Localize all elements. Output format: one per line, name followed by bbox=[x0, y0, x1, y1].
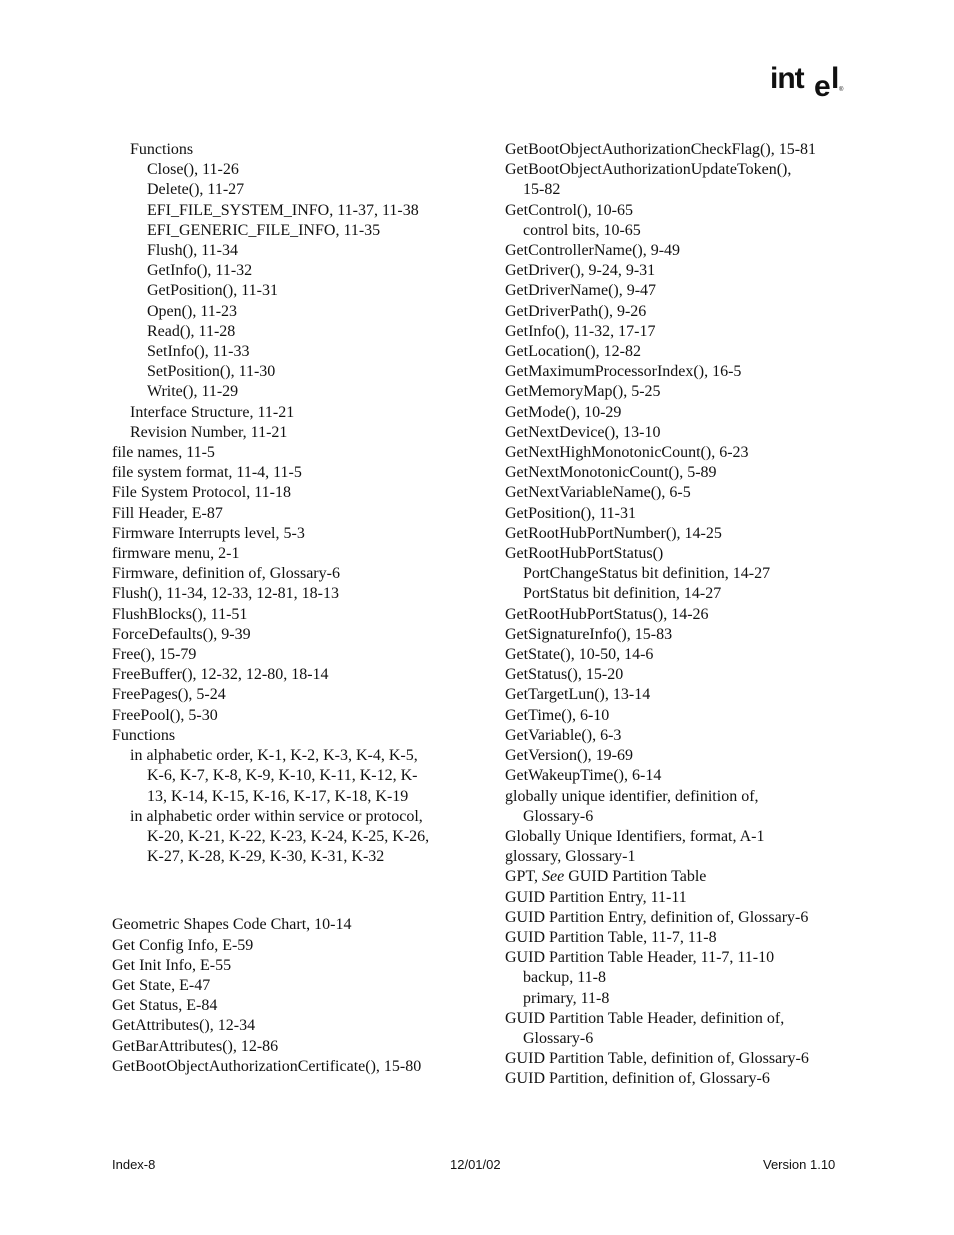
index-entry: Functions bbox=[112, 726, 176, 744]
index-entry: GUID Partition Entry, definition of, Glossary-6 bbox=[505, 908, 809, 926]
index-entry: GetNextDevice(), 13-10 bbox=[505, 423, 661, 441]
index-entry: Get Status, E-84 bbox=[112, 997, 218, 1015]
index-entry: GetNextMonotonicCount(), 5-89 bbox=[505, 464, 717, 482]
index-entry-text: GPT, bbox=[505, 868, 543, 886]
index-entry: GetBootObjectAuthorizationCertificate(), 15-80 bbox=[112, 1057, 422, 1075]
index-entry: FlushBlocks(), 11-51 bbox=[112, 605, 248, 623]
index-entry: GetBarAttributes(), 12-86 bbox=[112, 1037, 279, 1055]
index-entry: GetDriverName(), 9-47 bbox=[505, 282, 657, 300]
index-entry: GetVariable(), 6-3 bbox=[505, 726, 622, 744]
index-entry: GetTargetLun(), 13-14 bbox=[505, 686, 651, 704]
index-entry: GetMemoryMap(), 5-25 bbox=[505, 383, 661, 401]
index-entry: GetState(), 10-50, 14-6 bbox=[505, 646, 654, 664]
index-entry: Geometric Shapes Code Chart, 10-14 bbox=[112, 916, 352, 934]
section-gap bbox=[112, 867, 462, 915]
index-entry: EFI_GENERIC_FILE_INFO, 11-35 bbox=[147, 221, 381, 239]
index-entry: Glossary-6 bbox=[523, 1029, 594, 1047]
index-entry: Delete(), 11-27 bbox=[147, 181, 245, 199]
index-entry: GetInfo(), 11-32, 17-17 bbox=[505, 322, 656, 340]
index-entry: ForceDefaults(), 9-39 bbox=[112, 625, 251, 643]
index-entry: GetRootHubPortStatus() bbox=[505, 545, 664, 563]
index-entry: Globally Unique Identifiers, format, A-1 bbox=[505, 827, 765, 845]
index-entry: Get State, E-47 bbox=[112, 976, 211, 994]
index-entry: file names, 11-5 bbox=[112, 444, 215, 462]
index-entry: Read(), 11-28 bbox=[147, 322, 236, 340]
intel-logo bbox=[770, 58, 846, 102]
index-entry: Functions bbox=[130, 141, 194, 158]
index-entry: 15-82 bbox=[523, 181, 561, 199]
index-entry: GetLocation(), 12-82 bbox=[505, 343, 641, 361]
index-entry: GUID Partition Table Header, definition of, bbox=[505, 1009, 785, 1027]
index-entry: Glossary-6 bbox=[523, 807, 594, 825]
index-entry: GetBootObjectAuthorizationUpdateToken(), bbox=[505, 161, 792, 179]
index-entry: Firmware, definition of, Glossary-6 bbox=[112, 565, 340, 583]
index-entry: glossary, Glossary-1 bbox=[505, 848, 636, 866]
index-entry: GetRootHubPortStatus(), 14-26 bbox=[505, 605, 709, 623]
index-entry: GetDriverPath(), 9-26 bbox=[505, 302, 647, 320]
index-entry: GUID Partition Entry, 11-11 bbox=[505, 888, 687, 906]
index-entry: K-20, K-21, K-22, K-23, K-24, K-25, K-26, bbox=[147, 827, 430, 845]
index-entry: K-27, K-28, K-29, K-30, K-31, K-32 bbox=[147, 848, 385, 866]
index-entry: Open(), 11-23 bbox=[147, 302, 238, 320]
registered-mark: ® bbox=[839, 87, 844, 93]
index-column-left bbox=[112, 140, 462, 1077]
index-entry: GUID Partition Table Header, 11-7, 11-10 bbox=[505, 949, 775, 967]
index-entry: in alphabetic order, K-1, K-2, K-3, K-4, K-5, bbox=[130, 747, 418, 765]
intel-logo-e: e bbox=[814, 70, 831, 102]
index-entry: SetInfo(), 11-33 bbox=[147, 343, 250, 361]
index-entry: SetPosition(), 11-30 bbox=[147, 363, 276, 381]
index-entry: EFI_FILE_SYSTEM_INFO, 11-37, 11-38 bbox=[147, 201, 419, 219]
index-entry: FreeBuffer(), 12-32, 12-80, 18-14 bbox=[112, 666, 329, 684]
index-entry: GetTime(), 6-10 bbox=[505, 706, 610, 724]
index-entry: GUID Partition Table, 11-7, 11-8 bbox=[505, 928, 717, 946]
index-entry: Get Config Info, E-59 bbox=[112, 936, 254, 954]
index-entry: GetInfo(), 11-32 bbox=[147, 262, 253, 280]
intel-logo-l: l bbox=[831, 62, 840, 95]
index-entry: PortChangeStatus bit definition, 14-27 bbox=[523, 565, 771, 583]
index-entry: file system format, 11-4, 11-5 bbox=[112, 464, 302, 482]
index-entry: GUID Partition, definition of, Glossary-6 bbox=[505, 1070, 770, 1088]
index-entry: GetMode(), 10-29 bbox=[505, 403, 622, 421]
index-entry: GetSignatureInfo(), 15-83 bbox=[505, 625, 673, 643]
index-entry: GetMaximumProcessorIndex(), 16-5 bbox=[505, 363, 742, 381]
index-entry: PortStatus bit definition, 14-27 bbox=[523, 585, 722, 603]
index-entry: GetRootHubPortNumber(), 14-25 bbox=[505, 524, 722, 542]
index-column-right bbox=[505, 140, 850, 1090]
index-entry: K-6, K-7, K-8, K-9, K-10, K-11, K-12, K- bbox=[147, 767, 418, 785]
index-entry: globally unique identifier, definition of, bbox=[505, 787, 759, 805]
index-entry: GetPosition(), 11-31 bbox=[505, 504, 636, 522]
index-entry: GetWakeupTime(), 6-14 bbox=[505, 767, 662, 785]
intel-logo-text: int bbox=[770, 62, 804, 95]
index-entry: GetControl(), 10-65 bbox=[505, 201, 633, 219]
footer-date: 12/01/02 bbox=[450, 1157, 501, 1172]
index-entry: Firmware Interrupts level, 5-3 bbox=[112, 524, 305, 542]
index-entry: Flush(), 11-34 bbox=[147, 242, 238, 260]
index-entry: GetNextHighMonotonicCount(), 6-23 bbox=[505, 444, 749, 462]
index-entry: Close(), 11-26 bbox=[147, 161, 239, 179]
index-entry: FreePool(), 5-30 bbox=[112, 706, 218, 724]
index-entry: Flush(), 11-34, 12-33, 12-81, 18-13 bbox=[112, 585, 339, 603]
index-entry: GetBootObjectAuthorizationCheckFlag(), 15-81 bbox=[505, 141, 817, 158]
index-entry bbox=[505, 867, 850, 887]
index-entry: Fill Header, E-87 bbox=[112, 504, 223, 522]
index-entry: GetStatus(), 15-20 bbox=[505, 666, 624, 684]
index-entry: in alphabetic order within service or protocol, bbox=[130, 807, 423, 825]
index-entry: Get Init Info, E-55 bbox=[112, 956, 232, 974]
footer-page-number: Index-8 bbox=[112, 1157, 156, 1172]
index-entry: GetPosition(), 11-31 bbox=[147, 282, 278, 300]
index-entry: GUID Partition Table, definition of, Glossary-6 bbox=[505, 1050, 809, 1068]
index-entry: GetDriver(), 9-24, 9-31 bbox=[505, 262, 656, 280]
index-entry: Revision Number, 11-21 bbox=[130, 423, 288, 441]
index-entry: FreePages(), 5-24 bbox=[112, 686, 226, 704]
index-entry: Free(), 15-79 bbox=[112, 646, 197, 664]
index-entry: GetControllerName(), 9-49 bbox=[505, 242, 681, 260]
index-entry: GetVersion(), 19-69 bbox=[505, 747, 633, 765]
index-entry: Write(), 11-29 bbox=[147, 383, 239, 401]
index-entry-text: GUID Partition Table bbox=[564, 868, 707, 886]
footer-version: Version 1.10 bbox=[763, 1157, 836, 1172]
index-entry: control bits, 10-65 bbox=[523, 221, 641, 239]
index-entry: firmware menu, 2-1 bbox=[112, 545, 240, 563]
index-entry: primary, 11-8 bbox=[523, 989, 610, 1007]
index-entry: GetAttributes(), 12-34 bbox=[112, 1017, 256, 1035]
see-reference: See bbox=[542, 868, 565, 886]
index-entry: 13, K-14, K-15, K-16, K-17, K-18, K-19 bbox=[147, 787, 409, 805]
index-entry: File System Protocol, 11-18 bbox=[112, 484, 291, 502]
index-entry: Interface Structure, 11-21 bbox=[130, 403, 295, 421]
index-entry: backup, 11-8 bbox=[523, 969, 606, 987]
index-entry: GetNextVariableName(), 6-5 bbox=[505, 484, 691, 502]
